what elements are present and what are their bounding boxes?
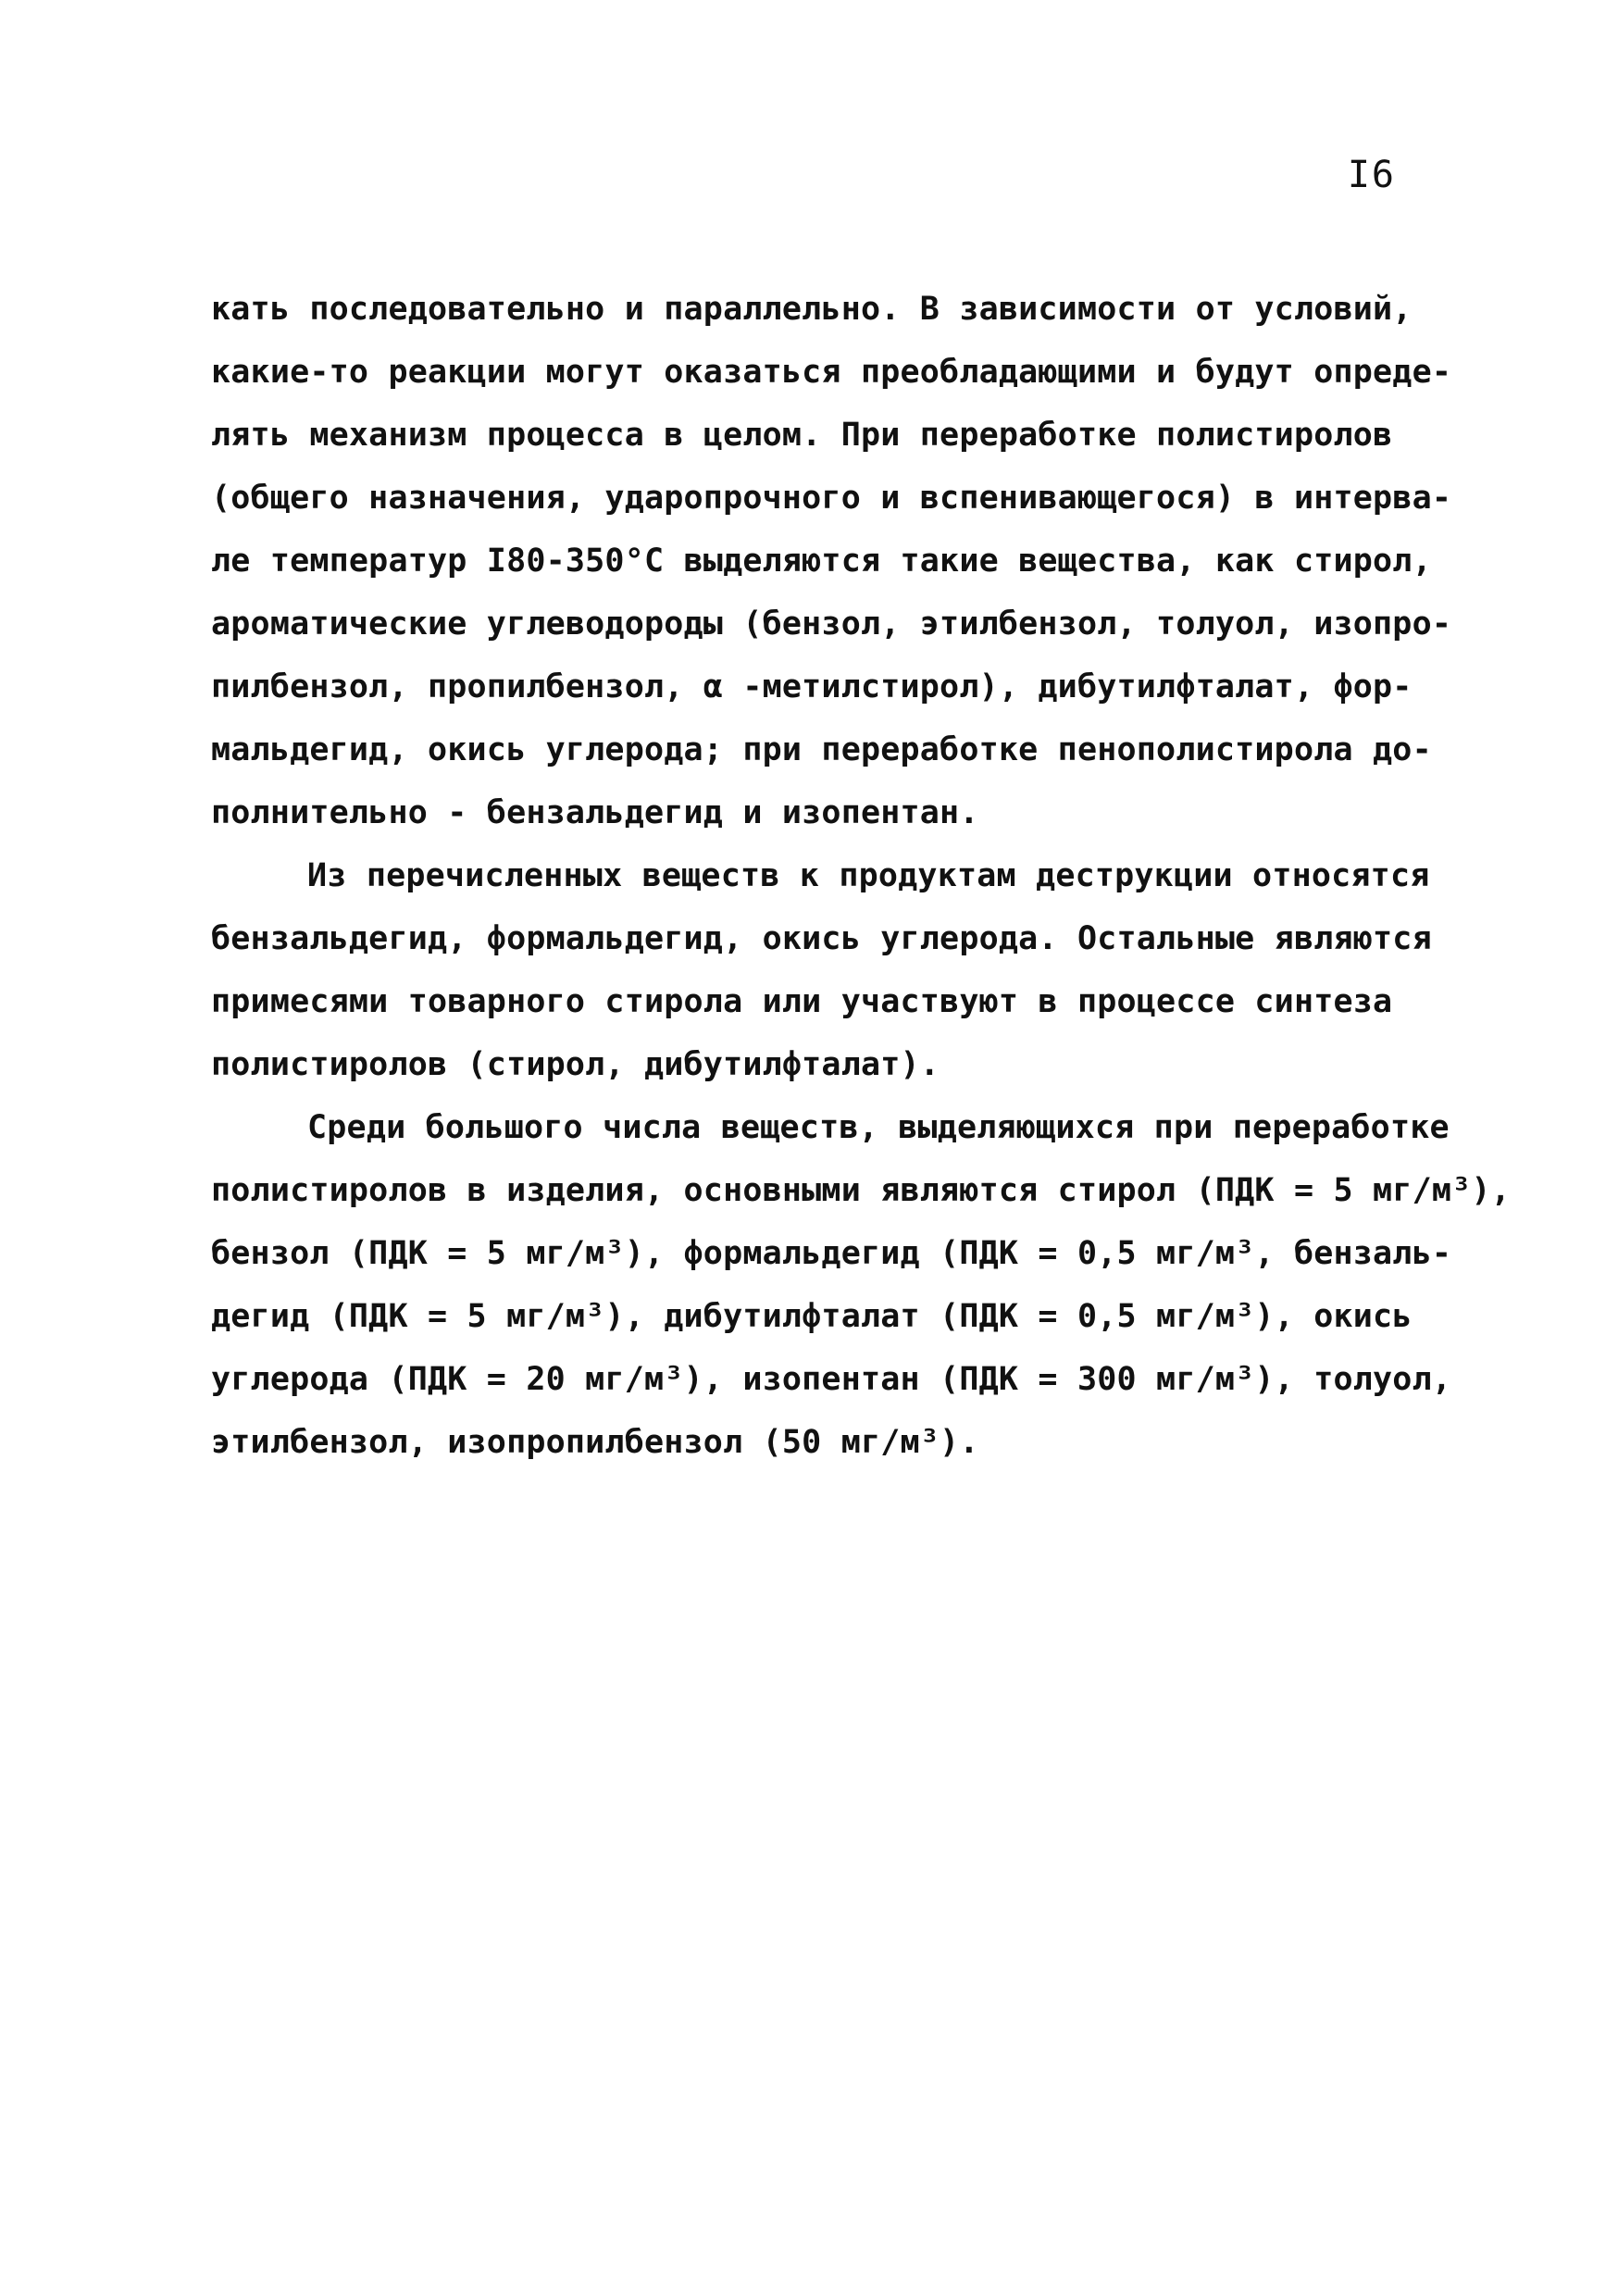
text-line: бензальдегид, формальдегид, окись углерода. Остальные являются bbox=[211, 920, 1432, 957]
text-line: этилбензол, изопропилбензол (50 мг/м³). bbox=[211, 1424, 979, 1461]
text-line: дегид (ПДК = 5 мг/м³), дибутилфталат (ПДК = 0,5 мг/м³), окись bbox=[211, 1298, 1413, 1335]
text-line: ароматические углеводороды (бензол, этилбензол, толуол, изопро- bbox=[211, 605, 1452, 643]
text-line: бензол (ПДК = 5 мг/м³), формальдегид (ПДК = 0,5 мг/м³, бензаль- bbox=[211, 1235, 1452, 1272]
text-line: мальдегид, окись углерода; при переработке пенополистирола до- bbox=[211, 731, 1432, 768]
text-line: какие-то реакции могут оказаться преобладающими и будут опреде- bbox=[211, 354, 1452, 391]
paragraph-2 bbox=[211, 844, 1432, 1096]
text-line: (общего назначения, ударопрочного и вспенивающегося) в интерва- bbox=[211, 480, 1452, 517]
text-line: полистиролов в изделия, основными являются стирол (ПДК = 5 мг/м³), bbox=[211, 1172, 1511, 1209]
text-line: Среди большого числа веществ, выделяющихся при переработке bbox=[307, 1109, 1450, 1146]
paragraph-3 bbox=[211, 1096, 1511, 1474]
text-line: пилбензол, пропилбензол, α -метилстирол), дибутилфталат, фор- bbox=[211, 668, 1413, 705]
text-line: ле температур I80-350°С выделяются такие вещества, как стирол, bbox=[211, 543, 1432, 580]
text-line: примесями товарного стирола или участвуют в процессе синтеза bbox=[211, 983, 1393, 1020]
text-line: лять механизм процесса в целом. При переработке полистиролов bbox=[211, 417, 1393, 454]
page-number: I6 bbox=[1347, 154, 1396, 196]
text-line: полнительно - бензальдегид и изопентан. bbox=[211, 794, 979, 831]
body-text bbox=[211, 278, 1511, 1474]
text-line: полистиролов (стирол, дибутилфталат). bbox=[211, 1046, 940, 1083]
paragraph-1 bbox=[211, 278, 1452, 844]
text-line: Из перечисленных веществ к продуктам деструкции относятся bbox=[307, 857, 1430, 894]
text-line: углерода (ПДК = 20 мг/м³), изопентан (ПДК = 300 мг/м³), толуол, bbox=[211, 1361, 1452, 1398]
text-line: кать последовательно и параллельно. В зависимости от условий, bbox=[211, 291, 1413, 328]
